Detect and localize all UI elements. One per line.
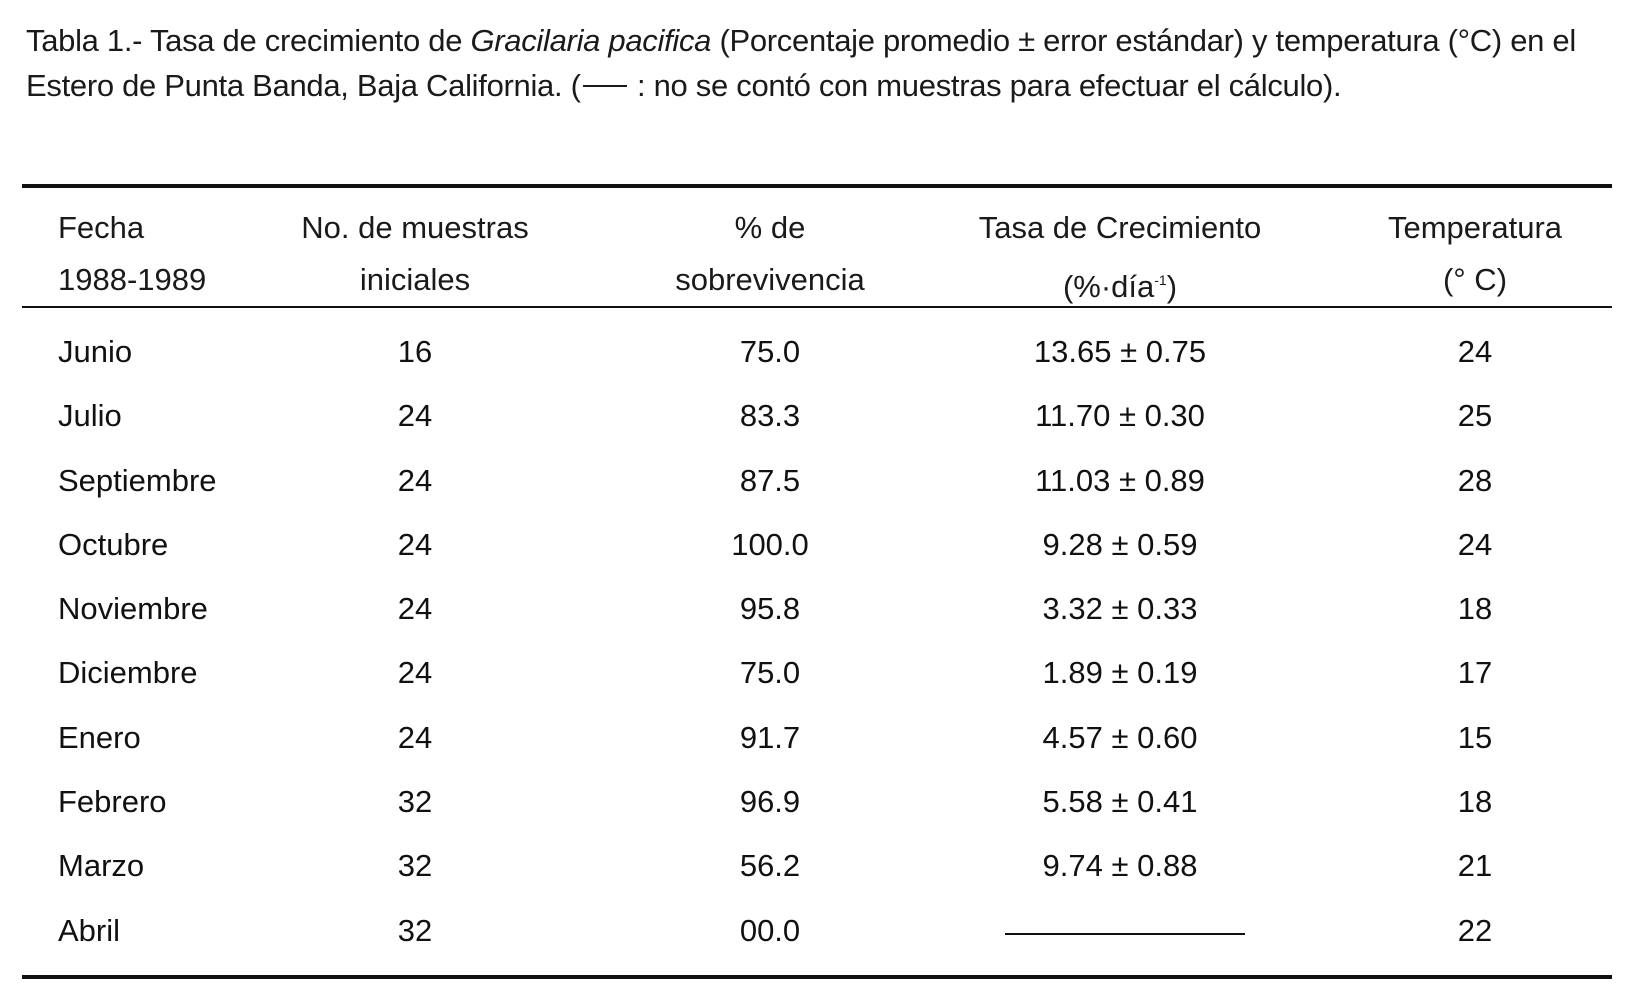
cell-fecha: Septiembre bbox=[58, 462, 217, 498]
table-header bbox=[0, 202, 1627, 302]
table-row bbox=[0, 834, 1627, 898]
table-header-rule bbox=[22, 306, 1612, 308]
cell-fecha: Febrero bbox=[58, 784, 167, 820]
cell-tasa: 1.89 ± 0.19 bbox=[1042, 655, 1198, 691]
cell-temperatura: 17 bbox=[1457, 655, 1493, 691]
cell-tasa: 4.57 ± 0.60 bbox=[1042, 719, 1198, 755]
cell-sobrevivencia: 75.0 bbox=[739, 334, 801, 369]
cell-tasa: 13.65 ± 0.75 bbox=[1033, 334, 1207, 369]
header-tasa-close: ) bbox=[1166, 269, 1178, 304]
cell-temperatura: 18 bbox=[1457, 591, 1493, 627]
table-row bbox=[0, 641, 1627, 705]
cell-fecha: Julio bbox=[58, 398, 122, 434]
table-row bbox=[0, 899, 1627, 963]
table-caption bbox=[26, 18, 1616, 108]
cell-fecha: Junio bbox=[58, 334, 133, 369]
header-fecha-line1: Fecha bbox=[58, 210, 145, 245]
cell-fecha: Enero bbox=[58, 719, 141, 755]
header-fecha bbox=[58, 202, 206, 306]
cell-temperatura: 22 bbox=[1457, 912, 1493, 948]
table-row bbox=[0, 384, 1627, 448]
caption-species: Gracilaria pacifica bbox=[470, 23, 712, 58]
cell-sobrevivencia: 00.0 bbox=[739, 912, 801, 948]
cell-temperatura: 24 bbox=[1457, 526, 1493, 562]
cell-tasa: 5.58 ± 0.41 bbox=[1042, 784, 1198, 820]
caption-prefix: Tabla 1.- Tasa de crecimiento de bbox=[26, 23, 471, 58]
cell-temperatura: 24 bbox=[1457, 334, 1493, 369]
caption-dash-symbol bbox=[583, 85, 627, 87]
header-tasa-exponent: -1 bbox=[1154, 272, 1167, 288]
cell-muestras: 32 bbox=[397, 848, 433, 884]
cell-muestras: 24 bbox=[397, 526, 433, 562]
cell-temperatura: 25 bbox=[1457, 398, 1493, 434]
table-row bbox=[0, 577, 1627, 641]
cell-muestras: 24 bbox=[397, 591, 433, 627]
cell-tasa: 9.74 ± 0.88 bbox=[1042, 848, 1198, 884]
cell-muestras: 24 bbox=[397, 655, 433, 691]
cell-sobrevivencia: 100.0 bbox=[731, 526, 809, 562]
table-row bbox=[0, 320, 1627, 384]
cell-muestras: 24 bbox=[397, 719, 433, 755]
cell-sobrevivencia: 75.0 bbox=[739, 655, 801, 691]
header-muestras-line2: iniciales bbox=[359, 262, 471, 297]
cell-muestras: 32 bbox=[397, 784, 433, 820]
header-muestras-line1: No. de muestras bbox=[301, 210, 529, 245]
caption-mid: (Porcentaje promedio ± error estándar) y temperatura (°C) en el Estero de Punta Banda, Baja California. ( bbox=[26, 23, 1576, 103]
cell-fecha: Noviembre bbox=[58, 591, 208, 627]
table-body bbox=[0, 320, 1627, 963]
table-row bbox=[0, 706, 1627, 770]
header-temperatura-line2: (° C) bbox=[1442, 262, 1508, 297]
cell-tasa: 9.28 ± 0.59 bbox=[1042, 526, 1198, 562]
cell-muestras: 16 bbox=[397, 334, 433, 369]
table-row bbox=[0, 770, 1627, 834]
header-sobrevivencia-line2: sobrevivencia bbox=[675, 262, 865, 297]
cell-muestras: 24 bbox=[397, 462, 433, 498]
caption-suffix: : no se contó con muestras para efectuar el cálculo). bbox=[628, 68, 1342, 103]
cell-tasa-no-data-dash bbox=[1005, 933, 1245, 935]
cell-sobrevivencia: 87.5 bbox=[739, 462, 801, 498]
header-muestras bbox=[290, 202, 540, 306]
header-tasa-line2 bbox=[960, 254, 1280, 313]
cell-sobrevivencia: 96.9 bbox=[739, 784, 801, 820]
table-row bbox=[0, 513, 1627, 577]
cell-muestras: 24 bbox=[397, 398, 433, 434]
cell-tasa: 11.03 ± 0.89 bbox=[1035, 462, 1205, 498]
header-sobrevivencia-line1: % de bbox=[734, 210, 806, 245]
cell-sobrevivencia: 83.3 bbox=[739, 398, 801, 434]
cell-muestras: 32 bbox=[397, 912, 433, 948]
header-fecha-line2: 1988-1989 bbox=[58, 262, 207, 297]
table-row bbox=[0, 449, 1627, 513]
table-top-rule bbox=[22, 184, 1612, 188]
header-temperatura bbox=[1375, 202, 1575, 306]
cell-temperatura: 21 bbox=[1457, 848, 1493, 884]
header-tasa-unit: (%·día bbox=[1062, 269, 1155, 304]
cell-fecha: Octubre bbox=[58, 526, 169, 562]
cell-temperatura: 18 bbox=[1457, 784, 1493, 820]
cell-sobrevivencia: 95.8 bbox=[739, 591, 801, 627]
header-temperatura-line1: Temperatura bbox=[1387, 210, 1563, 245]
table-bottom-rule bbox=[22, 975, 1612, 979]
header-sobrevivencia bbox=[660, 202, 880, 306]
cell-fecha: Diciembre bbox=[58, 655, 198, 691]
cell-temperatura: 15 bbox=[1457, 719, 1493, 755]
cell-tasa: 3.32 ± 0.33 bbox=[1042, 591, 1198, 627]
cell-fecha: Marzo bbox=[58, 848, 145, 884]
header-tasa-line1: Tasa de Crecimiento bbox=[978, 210, 1262, 245]
header-tasa bbox=[960, 202, 1280, 313]
cell-sobrevivencia: 56.2 bbox=[739, 848, 801, 884]
cell-sobrevivencia: 91.7 bbox=[739, 719, 801, 755]
cell-fecha: Abril bbox=[58, 912, 121, 948]
cell-tasa: 11.70 ± 0.30 bbox=[1035, 398, 1205, 434]
cell-temperatura: 28 bbox=[1457, 462, 1493, 498]
